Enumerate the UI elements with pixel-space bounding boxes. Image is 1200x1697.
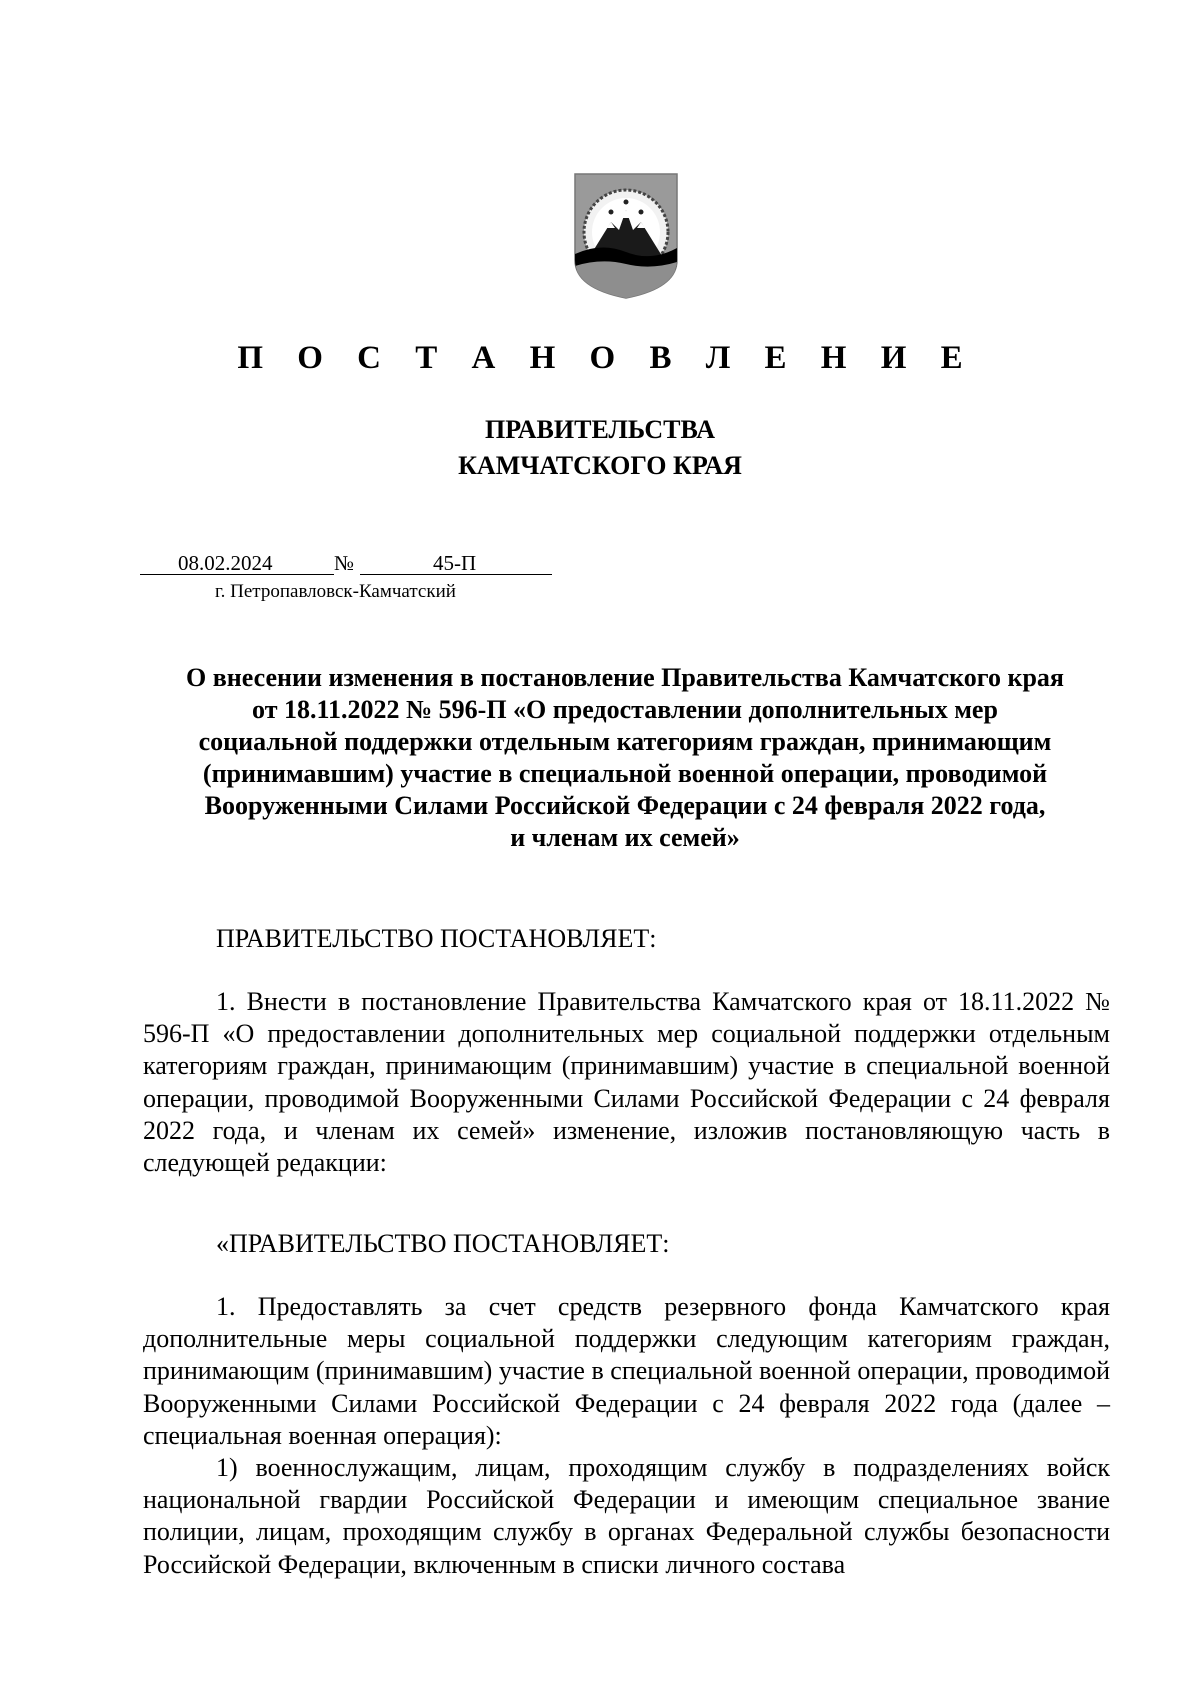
title-line: (принимавшим) участие в специальной военной операции, проводимой <box>202 759 1048 788</box>
decree-heading: ПРАВИТЕЛЬСТВО ПОСТАНОВЛЯЕТ: <box>216 924 657 953</box>
coat-of-arms-emblem <box>571 172 681 300</box>
issue-city: г. Петропавловск-Камчатский <box>215 581 456 602</box>
title-line: Вооруженными Силами Российской Федерации с 24 февраля 2022 года, <box>204 791 1046 820</box>
issuer-heading <box>0 412 1200 484</box>
document-date: 08.02.2024 <box>178 551 273 575</box>
issuer-line-1: ПРАВИТЕЛЬСТВА <box>485 415 715 444</box>
document-kind-heading: П О С Т А Н О В Л Е Н И Е <box>237 340 976 376</box>
issuer-line-2: КАМЧАТСКОГО КРАЯ <box>458 451 742 480</box>
document-number: 45-П <box>433 551 477 575</box>
title-line: и членам их семей» <box>510 823 740 852</box>
paragraph-2: 1. Предоставлять за счет средств резервного фонда Камчатского края дополнительные меры социальной поддержки следующим категориям граждан, принимающим (принимавшим) участие в специальной военной операции, проводимой Вооруженными Силами Российской Федерации с 24 февраля 2022 года (далее – специальная военная операция): <box>143 1292 1110 1450</box>
number-sign: № <box>334 551 355 575</box>
paragraph-2-3-block <box>143 1291 1110 1581</box>
title-line: социальной поддержки отдельным категориям граждан, принимающим <box>198 727 1052 756</box>
quoted-decree-heading: «ПРАВИТЕЛЬСТВО ПОСТАНОВЛЯЕТ: <box>216 1229 670 1258</box>
paragraph-1: 1. Внести в постановление Правительства Камчатского края от 18.11.2022 № 596-П «О предоставлении дополнительных мер социальной поддержки отдельным категориям граждан, принимающим (принимавшим) участие в специальной военной операции, проводимой Вооруженными Силами Российской Федерации с 24 февраля 2022 года, и членам их семей» изменение, изложив постановляющую часть в следующей редакции: <box>143 987 1110 1178</box>
title-line: О внесении изменения в постановление Правительства Камчатского края <box>186 663 1064 692</box>
paragraph-1-block <box>143 986 1110 1179</box>
document-title <box>140 662 1110 854</box>
title-line: от 18.11.2022 № 596-П «О предоставлении дополнительных мер <box>252 695 998 724</box>
paragraph-3: 1) военнослужащим, лицам, проходящим службу в подразделениях войск национальной гвардии Российской Федерации и имеющим специальное звание полиции, лицам, проходящим службу в органах Федеральной службы безопасности Российской Федерации, включенным в списки личного состава <box>143 1453 1110 1579</box>
